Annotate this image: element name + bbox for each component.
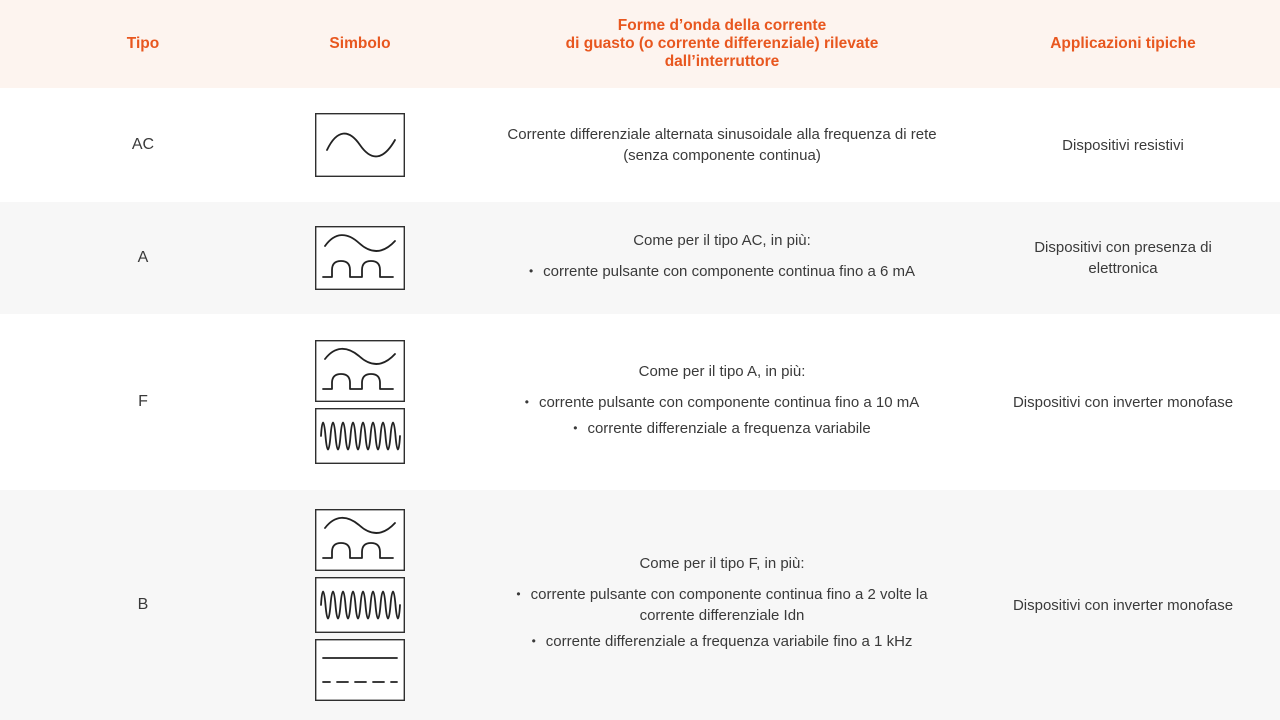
- description-intro: Come per il tipo F, in più:: [639, 555, 805, 572]
- list-item: [525, 392, 919, 413]
- table-header: [0, 0, 1280, 88]
- header-forme-line1: Forme d’onda della corrente: [617, 17, 827, 34]
- bullet-text: corrente differenziale a frequenza variabile: [587, 419, 871, 437]
- bullet-icon: •: [524, 394, 529, 409]
- header-applicazioni: Applicazioni tipiche: [1050, 35, 1196, 52]
- tipo-a: A: [137, 249, 149, 266]
- table-row-ac: [0, 88, 1280, 202]
- applicazioni-a: [980, 202, 1266, 314]
- list-item: [512, 584, 932, 626]
- table-row-b: [0, 490, 1280, 720]
- applicazioni-ac: Dispositivi resistivi: [1062, 136, 1184, 154]
- high-frequency-wave-icon: [315, 408, 405, 464]
- table-row-a: [0, 202, 1280, 314]
- description-intro: Come per il tipo AC, in più:: [633, 231, 811, 249]
- description-b: [480, 490, 964, 720]
- header-simbolo: Simbolo: [329, 35, 391, 52]
- high-frequency-wave-icon: [315, 577, 405, 633]
- bullet-text: corrente pulsante con componente continua fino a 2 volte la corrente differenziale Idn: [530, 586, 928, 624]
- applicazioni-b: Dispositivi con inverter monofase: [1012, 596, 1234, 614]
- bullet-icon: •: [573, 420, 578, 435]
- bullet-icon: •: [531, 634, 536, 648]
- symbol-cell-a: [262, 202, 458, 314]
- description-intro: Come per il tipo A, in più:: [638, 362, 806, 380]
- symbol-cell-f: [262, 314, 458, 490]
- list-item: [525, 418, 919, 439]
- symbol-cell-ac: [262, 88, 458, 202]
- sine-and-pulsating-icon: [315, 226, 405, 290]
- sine-wave-icon: [315, 113, 405, 177]
- header-tipo: Tipo: [126, 35, 160, 52]
- tipo-b: B: [137, 596, 149, 613]
- header-forme-line2: di guasto (o corrente differenziale) rilevate: [565, 35, 879, 52]
- applicazioni-text: Dispositivi con presenza di elettronica: [1034, 239, 1212, 277]
- direct-current-icon: [315, 639, 405, 701]
- list-item: [512, 261, 932, 282]
- bullet-text: corrente pulsante con componente continua fino a 6 mA: [543, 262, 916, 280]
- list-item: [512, 631, 932, 652]
- description-f: [480, 314, 964, 490]
- bullet-icon: •: [528, 263, 534, 278]
- tipo-ac: AC: [131, 136, 155, 153]
- symbol-cell-b: [262, 490, 458, 720]
- header-forme-line3: dall’interruttore: [664, 53, 780, 70]
- bullet-text: corrente pulsante con componente continua fino a 10 mA: [538, 393, 920, 411]
- bullet-text: corrente differenziale a frequenza variabile fino a 1 kHz: [545, 633, 913, 650]
- sine-and-pulsating-icon: [315, 509, 405, 571]
- description-a: [480, 202, 964, 314]
- description-text: Corrente differenziale alternata sinusoidale alla frequenza di rete (senza componente continua): [507, 126, 937, 164]
- header-forme-onda: [480, 0, 964, 88]
- applicazioni-f: Dispositivi con inverter monofase: [1012, 393, 1234, 411]
- table-row-f: [0, 314, 1280, 490]
- tipo-f: F: [138, 393, 148, 410]
- sine-and-pulsating-icon: [315, 340, 405, 402]
- description-ac: [480, 88, 964, 202]
- bullet-icon: •: [516, 587, 521, 601]
